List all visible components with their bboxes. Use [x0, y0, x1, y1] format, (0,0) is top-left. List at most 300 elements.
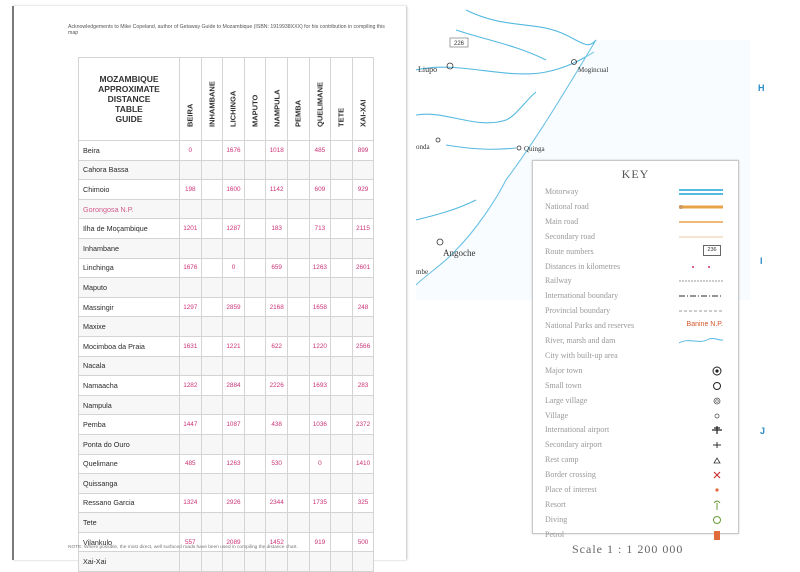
town-name: Vilankulo	[79, 532, 180, 552]
table-row	[79, 278, 374, 298]
distance-cell	[287, 238, 309, 258]
table-title-line: MOZAMBIQUE	[99, 74, 159, 84]
distance-cell	[266, 552, 288, 572]
distance-cell	[201, 434, 223, 454]
border-crossing-icon	[679, 468, 723, 480]
town-name: Namaacha	[79, 376, 180, 396]
distance-cell	[223, 552, 245, 572]
distance-cell	[201, 317, 223, 337]
distance-cell: 1410	[352, 454, 374, 474]
diving-icon	[679, 513, 723, 525]
distance-cell	[266, 317, 288, 337]
column-header: QUELIMANE	[309, 58, 331, 141]
town-name: Xai-Xai	[79, 552, 180, 572]
distance-cell	[287, 317, 309, 337]
major-town-icon	[437, 239, 443, 245]
distance-cell	[244, 336, 266, 356]
distance-cell	[244, 219, 266, 239]
distance-cell	[331, 180, 353, 200]
distance-cell: 2926	[223, 493, 245, 513]
key-item	[545, 319, 733, 333]
distance-cell	[287, 199, 309, 219]
column-header: TETE	[331, 58, 353, 141]
key-item-label: Main road	[545, 216, 579, 226]
distance-cell	[201, 219, 223, 239]
key-item	[545, 274, 733, 288]
major-town-icon	[679, 364, 723, 376]
distance-cell	[287, 552, 309, 572]
national-road-line	[679, 200, 723, 212]
distance-cell	[352, 474, 374, 494]
distance-cell	[266, 238, 288, 258]
key-item-label: Resort	[545, 499, 566, 509]
distance-cell: 500	[352, 532, 374, 552]
key-item-label: River, marsh and dam	[545, 336, 616, 345]
key-item-label: National Parks and reserves	[545, 321, 635, 331]
distance-cell	[201, 297, 223, 317]
table-row	[79, 434, 374, 454]
town-name: Gorongosa N.P.	[79, 199, 180, 219]
column-header: BEIRA	[180, 58, 202, 141]
distance-cell: 1282	[180, 376, 202, 396]
distance-cell	[287, 513, 309, 533]
distance-cell	[287, 160, 309, 180]
distance-cell	[180, 160, 202, 180]
margin-letter: J	[760, 426, 766, 436]
key-item	[545, 200, 733, 214]
distance-cell	[331, 513, 353, 533]
distance-cell: 2226	[266, 376, 288, 396]
key-item-label: Large village	[545, 395, 588, 405]
route-number-box	[679, 245, 723, 257]
distance-cell	[201, 493, 223, 513]
scale-label: Scale 1 : 1 200 000	[572, 542, 684, 556]
key-item-label: Route numbers	[545, 246, 594, 256]
petrol-icon	[679, 528, 723, 540]
distance-cell	[201, 454, 223, 474]
distance-cell	[352, 434, 374, 454]
distance-cell	[352, 317, 374, 337]
distance-cell	[201, 160, 223, 180]
distance-cell	[201, 415, 223, 435]
river	[416, 52, 594, 74]
distance-cell	[331, 552, 353, 572]
key-item	[545, 289, 733, 303]
table-row	[79, 552, 374, 572]
village-icon	[517, 146, 521, 150]
distance-cell: 1263	[309, 258, 331, 278]
distance-cell: 1142	[266, 180, 288, 200]
distance-cell	[244, 317, 266, 337]
key-item-label: Diving	[545, 514, 568, 524]
distance-cell: 659	[266, 258, 288, 278]
distance-cell: 1452	[266, 532, 288, 552]
secondary-road-line	[679, 230, 723, 242]
distance-cell	[223, 513, 245, 533]
key-item	[545, 260, 733, 274]
distance-cell	[287, 180, 309, 200]
distance-cell: 1036	[309, 415, 331, 435]
town-name: Ilha de Moçambique	[79, 219, 180, 239]
table-row	[79, 493, 374, 513]
town-name: Cahora Bassa	[79, 160, 180, 180]
key-item-label: Small town	[545, 380, 582, 390]
distance-cell	[180, 278, 202, 298]
distance-cell: 198	[180, 180, 202, 200]
river	[453, 30, 546, 60]
distance-cell	[180, 317, 202, 337]
distance-cell	[352, 278, 374, 298]
distance-cell	[309, 278, 331, 298]
distance-cell: 1297	[180, 297, 202, 317]
place-label: mbe	[416, 268, 429, 276]
distance-cell	[223, 434, 245, 454]
town-name: Linchinga	[79, 258, 180, 278]
place-label: Quinga	[524, 145, 545, 153]
resort-icon	[679, 498, 723, 510]
distance-cell	[331, 395, 353, 415]
table-row	[79, 376, 374, 396]
large-village-icon	[447, 63, 453, 69]
distance-cell	[331, 199, 353, 219]
distance-cell	[287, 141, 309, 161]
distance-cell	[201, 238, 223, 258]
key-item-label: International boundary	[545, 291, 619, 301]
large-village-icon	[679, 394, 723, 406]
distance-cell	[223, 278, 245, 298]
route-number-label: 226	[453, 41, 465, 47]
town-name: Mocimboa da Praia	[79, 336, 180, 356]
river	[416, 200, 476, 220]
distance-cell	[287, 258, 309, 278]
distance-cell: 2372	[352, 415, 374, 435]
distance-cell	[223, 238, 245, 258]
distance-cell	[201, 336, 223, 356]
place-label: Liupo	[418, 65, 438, 74]
distance-cell: 1220	[309, 336, 331, 356]
distance-cell	[352, 160, 374, 180]
margin-letter: I	[760, 256, 763, 266]
key-item-label: Place of interest	[545, 485, 597, 494]
table-row	[79, 180, 374, 200]
distance-cell	[309, 317, 331, 337]
distance-cell	[244, 141, 266, 161]
distance-cell	[244, 297, 266, 317]
distance-cell	[223, 356, 245, 376]
route-number-sample: 236	[703, 245, 721, 256]
distance-cell	[331, 415, 353, 435]
table-row	[79, 141, 374, 161]
key-item	[545, 513, 733, 527]
distance-cell	[244, 356, 266, 376]
key-item	[545, 438, 733, 452]
river	[446, 145, 516, 149]
distance-cell	[244, 376, 266, 396]
acknowledgement-text: Acknowledgements to Mike Copeland, author of Getaway Guide to Mozambique (ISBN: 1919938XXX) for his contribution in compiling this map	[68, 24, 385, 37]
distance-cell: 0	[180, 141, 202, 161]
margin-letter: H	[758, 83, 765, 93]
distance-cell	[331, 160, 353, 180]
distance-cell: 485	[309, 141, 331, 161]
key-item	[545, 379, 733, 393]
distance-cell	[309, 474, 331, 494]
table-row	[79, 199, 374, 219]
distance-cell	[309, 434, 331, 454]
distance-cell: 1676	[180, 258, 202, 278]
distance-cell	[287, 395, 309, 415]
distance-cell: 1631	[180, 336, 202, 356]
key-item-label: International airport	[545, 425, 610, 435]
table-row	[79, 160, 374, 180]
distance-cell: 248	[352, 297, 374, 317]
distance-cell: 485	[180, 454, 202, 474]
place-label: Angoche	[443, 248, 476, 258]
key-title: KEY	[621, 167, 650, 181]
distance-cell	[331, 454, 353, 474]
distance-cell	[352, 395, 374, 415]
town-name: Chimoio	[79, 180, 180, 200]
international-boundary-line	[679, 289, 723, 301]
distance-cell	[331, 258, 353, 278]
table-row	[79, 336, 374, 356]
table-row	[79, 258, 374, 278]
distance-cell	[223, 395, 245, 415]
key-item	[545, 334, 733, 348]
distance-cell	[244, 180, 266, 200]
town-name: Beira	[79, 141, 180, 161]
small-town-icon	[679, 379, 723, 391]
distance-cell	[244, 474, 266, 494]
distance-cell: 1263	[223, 454, 245, 474]
distance-cell	[287, 493, 309, 513]
column-header: PEMBA	[287, 58, 309, 141]
main-road-line	[679, 215, 723, 227]
city-area	[679, 349, 723, 361]
town-name: Nacala	[79, 356, 180, 376]
distance-cell	[309, 199, 331, 219]
distance-cell	[331, 336, 353, 356]
distance-cell: 1324	[180, 493, 202, 513]
village-icon	[436, 138, 440, 142]
distance-cell	[352, 513, 374, 533]
distance-cell	[244, 415, 266, 435]
key-item-label: National road	[545, 201, 589, 211]
distance-cell: 1600	[223, 180, 245, 200]
distance-cell	[287, 297, 309, 317]
place-of-interest-icon	[679, 483, 723, 495]
distance-cell	[223, 317, 245, 337]
distance-cell	[266, 160, 288, 180]
town-name: Pemba	[79, 415, 180, 435]
distance-cell: 2115	[352, 219, 374, 239]
distance-cell	[201, 356, 223, 376]
town-name: Ponta do Ouro	[79, 434, 180, 454]
key-item	[545, 423, 733, 437]
distance-cell: 713	[309, 219, 331, 239]
distance-cell	[266, 474, 288, 494]
table-row	[79, 219, 374, 239]
key-item-label: Secondary road	[545, 231, 595, 241]
key-item	[545, 215, 733, 229]
railway-line	[679, 274, 723, 286]
distance-cell	[180, 199, 202, 219]
distance-cell	[287, 356, 309, 376]
distance-cell	[309, 395, 331, 415]
key-item	[545, 185, 733, 199]
table-body	[79, 141, 374, 572]
key-item-label: Petrol	[545, 529, 565, 539]
distance-cell	[244, 434, 266, 454]
town-name: Inhambane	[79, 238, 180, 258]
motorway-line	[679, 185, 723, 197]
key-item	[545, 394, 733, 408]
river	[416, 92, 536, 123]
key-item	[545, 349, 733, 363]
distance-cell	[352, 199, 374, 219]
distance-cell	[223, 199, 245, 219]
distance-cell: 1018	[266, 141, 288, 161]
table-title	[79, 58, 180, 141]
distance-cell	[287, 454, 309, 474]
distance-cell	[266, 434, 288, 454]
distance-cell: 2566	[352, 336, 374, 356]
distance-cell	[287, 336, 309, 356]
column-header: NAMPULA	[266, 58, 288, 141]
distance-cell: 557	[180, 532, 202, 552]
distance-cell	[244, 493, 266, 513]
key-item-label: Motorway	[545, 187, 579, 196]
distance-cell	[331, 493, 353, 513]
map-key	[532, 160, 739, 539]
key-item-label: Rest camp	[545, 455, 579, 465]
village-icon	[679, 409, 723, 421]
distance-cell	[309, 552, 331, 572]
distance-cell	[201, 199, 223, 219]
distance-cell: 2884	[223, 376, 245, 396]
distance-cell	[309, 356, 331, 376]
distance-cell: 438	[266, 415, 288, 435]
distance-cell: 1447	[180, 415, 202, 435]
distance-cell: 1735	[309, 493, 331, 513]
provincial-boundary-line	[679, 304, 723, 316]
key-item-label: Provincial boundary	[545, 306, 611, 316]
distance-markers	[679, 260, 723, 272]
key-item	[545, 230, 733, 244]
distance-cell	[244, 199, 266, 219]
distance-cell	[244, 513, 266, 533]
distance-cell: 609	[309, 180, 331, 200]
distance-cell: 1087	[223, 415, 245, 435]
key-item-label: Secondary airport	[545, 440, 603, 450]
table-title-line: APPROXIMATE	[98, 84, 160, 94]
distance-cell	[180, 395, 202, 415]
key-item-label: Major town	[545, 365, 583, 375]
distance-cell	[331, 474, 353, 494]
distance-cell	[331, 376, 353, 396]
key-item-label: Village	[545, 410, 569, 420]
distance-cell	[244, 278, 266, 298]
distance-cell	[266, 199, 288, 219]
place-label: onda	[416, 143, 430, 151]
distance-cell	[266, 278, 288, 298]
distance-table	[78, 57, 374, 572]
distance-cell: 2344	[266, 493, 288, 513]
table-row	[79, 474, 374, 494]
distance-cell: 0	[309, 454, 331, 474]
distance-cell: 899	[352, 141, 374, 161]
distance-cell	[223, 474, 245, 494]
distance-cell: 2601	[352, 258, 374, 278]
distance-cell	[287, 474, 309, 494]
distance-cell	[266, 356, 288, 376]
key-item	[545, 528, 733, 542]
distance-cell	[352, 238, 374, 258]
distance-cell	[266, 395, 288, 415]
town-name: Maputo	[79, 278, 180, 298]
key-item	[545, 364, 733, 378]
distance-cell	[287, 219, 309, 239]
table-title-line: DISTANCE	[107, 94, 151, 104]
place-label: Mogincual	[578, 66, 609, 74]
distance-cell	[201, 141, 223, 161]
distance-cell	[201, 395, 223, 415]
column-header: XAI-XAI	[352, 58, 374, 141]
key-item-label: Border crossing	[545, 470, 596, 480]
distance-cell	[331, 141, 353, 161]
distance-cell	[244, 238, 266, 258]
distance-cell	[201, 474, 223, 494]
key-item	[545, 498, 733, 512]
distance-cell	[201, 552, 223, 572]
right-margin	[748, 0, 800, 566]
distance-cell	[201, 258, 223, 278]
distance-cell	[244, 160, 266, 180]
town-name: Tete	[79, 513, 180, 533]
distance-cell: 919	[309, 532, 331, 552]
key-item	[545, 468, 733, 482]
distance-cell	[244, 258, 266, 278]
distance-cell	[287, 376, 309, 396]
key-item	[545, 483, 733, 497]
town-name: Quissanga	[79, 474, 180, 494]
key-item	[545, 245, 733, 259]
distance-cell	[287, 278, 309, 298]
distance-cell: 183	[266, 219, 288, 239]
distance-cell: 530	[266, 454, 288, 474]
distance-cell	[180, 238, 202, 258]
key-item-label: Railway	[545, 276, 572, 286]
table-title-line: TABLE	[115, 104, 143, 114]
distance-cell	[287, 415, 309, 435]
town-name: Maxixe	[79, 317, 180, 337]
river-line	[679, 334, 723, 346]
distance-cell	[201, 180, 223, 200]
column-header: MAPUTO	[244, 58, 266, 141]
column-header: LICHINGA	[223, 58, 245, 141]
distance-cell	[223, 160, 245, 180]
table-row	[79, 317, 374, 337]
distance-cell	[180, 552, 202, 572]
table-row	[79, 415, 374, 435]
distance-cell: 1201	[180, 219, 202, 239]
international-airport-icon	[679, 423, 723, 435]
town-name: Nampula	[79, 395, 180, 415]
distance-cell	[331, 434, 353, 454]
table-row	[79, 238, 374, 258]
distance-cell	[331, 238, 353, 258]
distance-cell	[201, 278, 223, 298]
distance-cell: 2859	[223, 297, 245, 317]
